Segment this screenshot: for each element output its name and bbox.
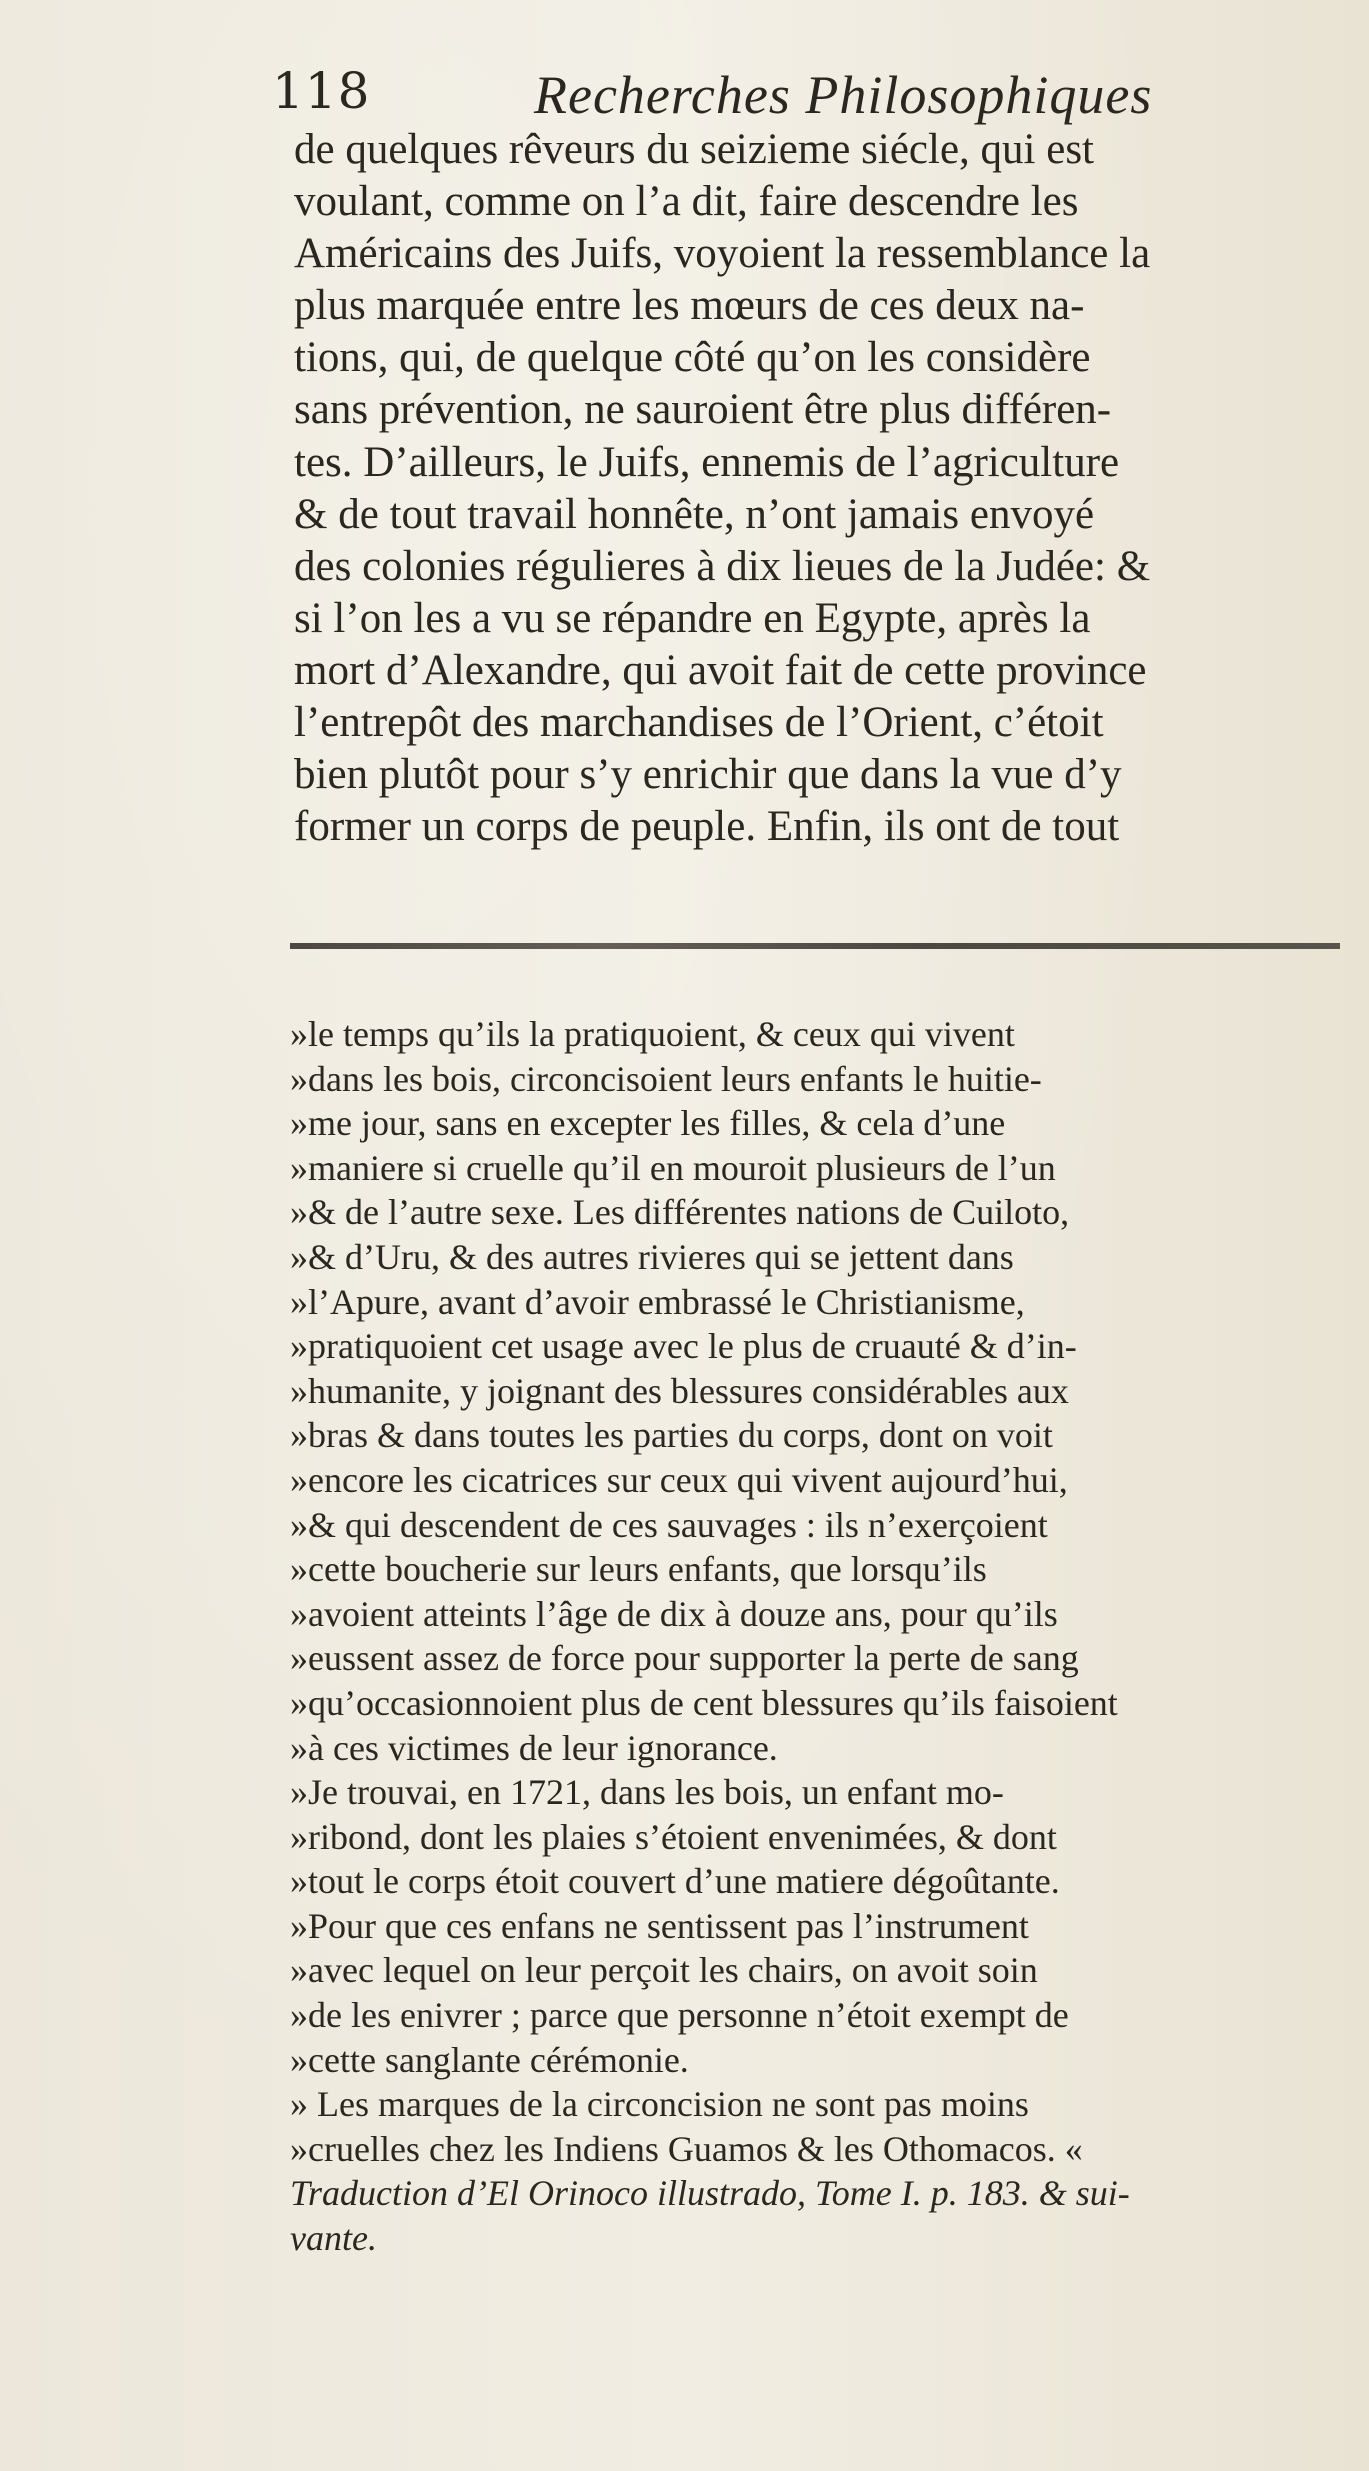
footnote-line: »l’Apure, avant d’avoir embrassé le Christianisme, — [290, 1281, 1025, 1322]
main-text-line: voulant, comme on l’a dit, faire descendre les — [294, 178, 1079, 226]
footnote-line: »pratiquoient cet usage avec le plus de cruauté & d’in- — [290, 1326, 1077, 1367]
footnote-line: »eussent assez de force pour supporter la perte de sang — [290, 1638, 1079, 1679]
running-title: Recherches Philosophiques — [534, 65, 1153, 125]
footnote-line: »& d’Uru, & des autres rivieres qui se jettent dans — [290, 1236, 1014, 1277]
main-text-line: & de tout travail honnête, n’ont jamais envoyé — [294, 490, 1095, 538]
footnote-separator-rule — [290, 943, 1340, 949]
footnote-line: »le temps qu’ils la pratiquoient, & ceux qui vivent — [290, 1014, 1015, 1054]
footnote-line: »cruelles chez les Indiens Guamos & les Othomacos. « — [290, 2128, 1083, 2169]
main-text-line: des colonies régulieres à dix lieues de la Judée: & — [294, 542, 1151, 590]
main-text — [294, 124, 1334, 853]
main-text-line: former un corps de peuple. Enfin, ils ont de tout — [294, 803, 1120, 851]
footnote-line: »& qui descendent de ces sauvages : ils n’exerçoient — [290, 1504, 1048, 1545]
footnote-line: »qu’occasionnoient plus de cent blessures qu’ils faisoient — [290, 1682, 1118, 1723]
main-text-line: de quelques rêveurs du seizieme siécle, qui est — [294, 126, 1094, 173]
main-text-line: tes. D’ailleurs, le Juifs, ennemis de l’agriculture — [294, 438, 1120, 486]
footnote-line: »avoient atteints l’âge de dix à douze ans, pour qu’ils — [290, 1593, 1058, 1634]
main-text-line: Américains des Juifs, voyoient la ressemblance la — [294, 230, 1151, 278]
footnote-line: »cette boucherie sur leurs enfants, que lorsqu’ils — [290, 1549, 987, 1590]
footnote-citation-line: vante. — [290, 2218, 377, 2259]
footnote-line: »cette sanglante cérémonie. — [290, 2039, 689, 2080]
footnote-line: »Pour que ces enfans ne sentissent pas l’instrument — [290, 1905, 1029, 1946]
footnote-line: »de les enivrer ; parce que personne n’étoit exempt de — [290, 1995, 1069, 2036]
main-text-line: plus marquée entre les mœurs de ces deux na- — [294, 282, 1085, 330]
footnote — [290, 1012, 1340, 2261]
main-text-line: si l’on les a vu se répandre en Egypte, après la — [294, 594, 1091, 642]
footnote-line: »tout le corps étoit couvert d’une matiere dégoûtante. — [290, 1861, 1060, 1902]
footnote-line: »maniere si cruelle qu’il en mouroit plusieurs de l’un — [290, 1147, 1056, 1188]
main-text-line: tions, qui, de quelque côté qu’on les considère — [294, 334, 1091, 382]
footnote-line: »& de l’autre sexe. Les différentes nations de Cuiloto, — [290, 1192, 1070, 1233]
footnote-line: »bras & dans toutes les parties du corps, dont on voit — [290, 1415, 1053, 1456]
footnote-line: »me jour, sans en excepter les filles, & cela d’une — [290, 1103, 1006, 1144]
footnote-line: »avec lequel on leur perçoit les chairs, on avoit soin — [290, 1950, 1038, 1991]
main-text-line: sans prévention, ne sauroient être plus différen- — [294, 386, 1112, 434]
main-text-line: mort d’Alexandre, qui avoit fait de cette province — [294, 646, 1147, 694]
footnote-line: »ribond, dont les plaies s’étoient envenimées, & dont — [290, 1816, 1057, 1857]
footnote-line: » Les marques de la circoncision ne sont pas moins — [290, 2084, 1029, 2125]
footnote-line: »encore les cicatrices sur ceux qui vivent aujourd’hui, — [290, 1459, 1068, 1500]
main-text-line: bien plutôt pour s’y enrichir que dans la vue d’y — [294, 751, 1122, 799]
footnote-line: »à ces victimes de leur ignorance. — [290, 1727, 778, 1768]
footnote-line: »dans les bois, circoncisoient leurs enfants le huitie- — [290, 1058, 1042, 1099]
footnote-citation-line: Traduction d’El Orinoco illustrado, Tome I. p. 183. & sui- — [290, 2173, 1130, 2214]
page-number: 118 — [272, 62, 371, 120]
footnote-line: »humanite, y joignant des blessures considérables aux — [290, 1370, 1069, 1411]
main-text-line: l’entrepôt des marchandises de l’Orient, c’étoit — [294, 699, 1104, 747]
footnote-line: »Je trouvai, en 1721, dans les bois, un enfant mo- — [290, 1772, 1004, 1813]
